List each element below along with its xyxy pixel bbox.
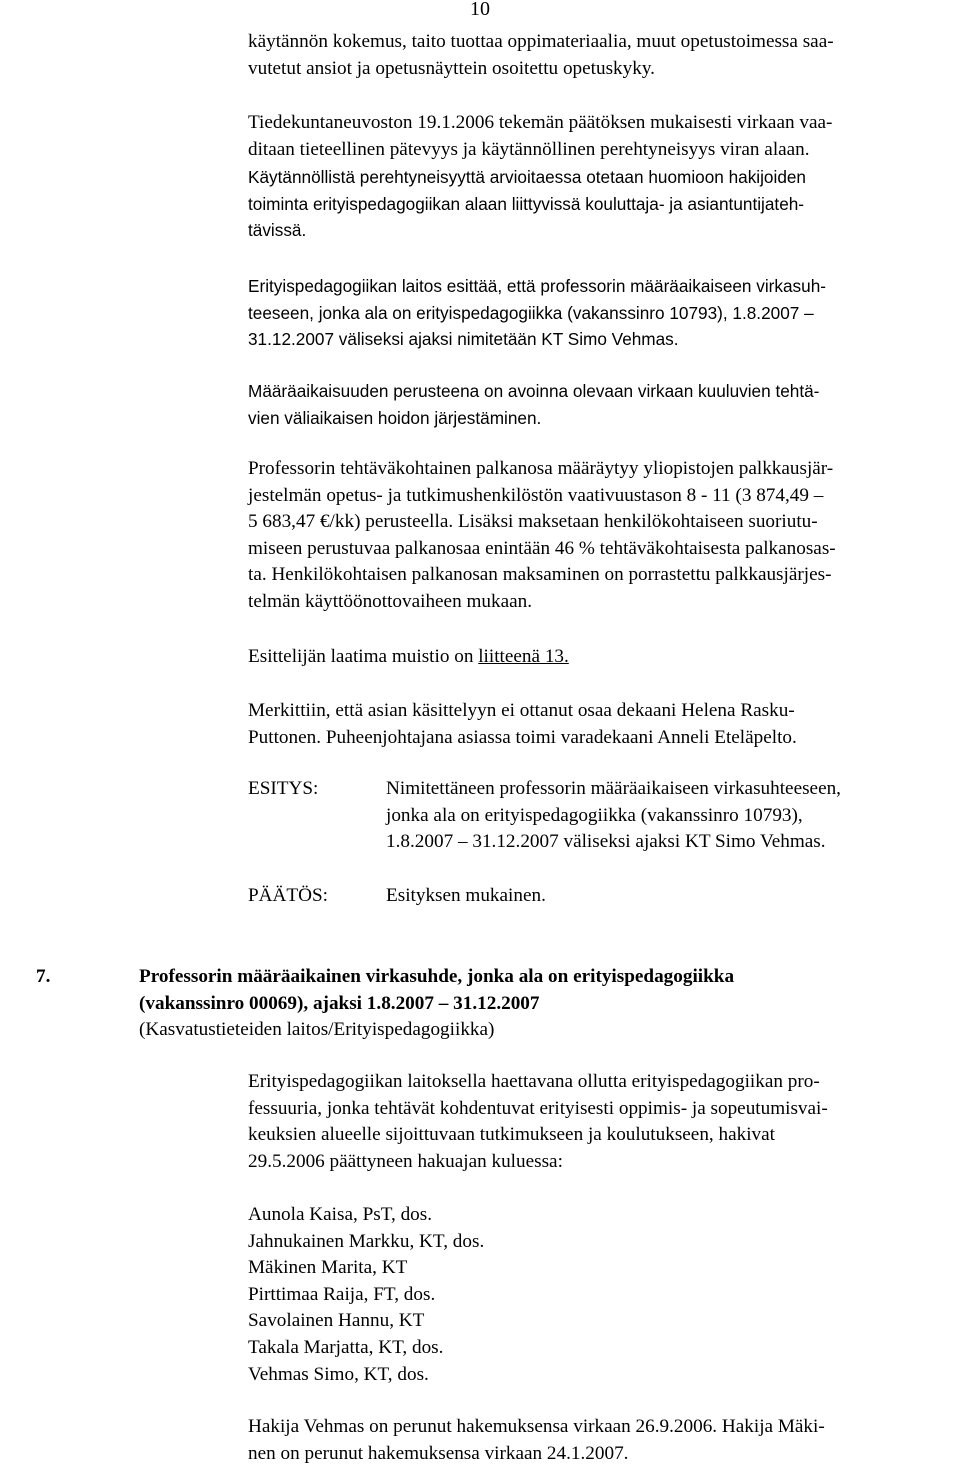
text-line: miseen perustuvaa palkanosaa enintään 46 % tehtäväkohtaisesta palkanosas- [248,537,836,559]
text-line: tävissä. [248,220,307,241]
text-line: Tiedekuntaneuvoston 19.1.2006 tekemän päätöksen mukaisesti virkaan vaa- [248,112,833,133]
applicant-list [248,1202,938,1388]
paragraph-temporary-basis [248,378,938,431]
list-item: Pirttimaa Raija, FT, dos. [248,1283,436,1305]
list-item: Mäkinen Marita, KT [248,1257,408,1279]
paatos-label: PÄÄTÖS: [248,885,328,906]
paragraph-memo [248,644,938,671]
text-line: telmän käyttöönottovaiheen mukaan. [248,590,532,612]
section-number: 7. [36,966,51,987]
text-line: fessuuria, jonka tehtävät kohdentuvat erityisesti oppimis- ja sopeutumisvai- [248,1097,828,1119]
text-line: nen on perunut hakemuksensa virkaan 24.1.2007. [248,1442,629,1464]
text-line: Määräaikaisuuden perusteena on avoinna olevaan virkaan kuuluvien tehtä- [248,381,820,401]
section-subtitle: (Kasvatustieteiden laitos/Erityispedagogiikka) [139,1019,495,1041]
list-item: Vehmas Simo, KT, dos. [248,1363,429,1385]
paragraph-qualifications [248,29,938,82]
text-line: keuksien alueelle sijoittuvaan tutkimukseen ja koulutukseen, hakivat [248,1124,775,1146]
text-line: Professorin tehtäväkohtainen palkanosa määräytyy yliopistojen palkkausjär- [248,458,834,479]
text-line: Erityispedagogiikan laitoksella haettavana ollutta erityispedagogiikan pro- [248,1071,820,1092]
paragraph-withdrawals [248,1414,938,1467]
text-line: Erityispedagogiikan laitos esittää, että professorin määräaikaiseen virkasuh- [248,276,826,296]
text-line: ditaan tieteellinen pätevyys ja käytännöllinen perehtyneisyys viran alaan. [248,138,810,160]
memo-text: Esittelijän laatima muistio on [248,646,479,667]
text-line: 31.12.2007 väliseksi ajaksi nimitetään KT Simo Vehmas. [248,329,679,350]
text-line: jestelmän opetus- ja tutkimushenkilöstön vaativuustason 8 - 11 (3 874,49 – [248,484,824,506]
text-line: vien väliaikaisen hoidon järjestäminen. [248,407,542,428]
text-line: Hakija Vehmas on perunut hakemuksensa virkaan 26.9.2006. Hakija Mäki- [248,1416,825,1437]
section-title-line: Professorin määräaikainen virkasuhde, jonka ala on erityispedagogiikka [139,966,735,987]
text-line: 29.5.2006 päättyneen hakuajan kuluessa: [248,1150,563,1172]
page-number: 10 [470,0,490,20]
text-line: jonka ala on erityispedagogiikka (vakanssinro 10793), [386,804,803,826]
text-line: Merkittiin, että asian käsittelyyn ei ottanut osaa dekaani Helena Rasku- [248,700,795,721]
list-item: Savolainen Hannu, KT [248,1310,425,1332]
esitys-text [386,776,841,856]
text-line: 1.8.2007 – 31.12.2007 väliseksi ajaksi KT Simo Vehmas. [386,831,826,853]
paragraph-salary [248,456,938,616]
text-line: Puttonen. Puheenjohtajana asiassa toimi varadekaani Anneli Eteläpelto. [248,726,797,748]
text-line: käytännön kokemus, taito tuottaa oppimateriaalia, muut opetustoimessa saa- [248,31,834,52]
attachment-link[interactable]: liitteenä 13. [478,646,569,667]
paragraph-faculty-decision [248,110,938,163]
section-title-line: (vakanssinro 00069), ajaksi 1.8.2007 – 31.12.2007 [139,992,540,1014]
text-line: vutetut ansiot ja opetusnäyttein osoitettu opetuskyky. [248,57,655,79]
text-line: toiminta erityispedagogiikan alaan liittyvissä kouluttaja- ja asiantuntijateh- [248,193,805,214]
text-line: 5 683,47 €/kk) perusteella. Lisäksi maksetaan henkilökohtaiseen suoriutu- [248,511,818,533]
paatos-text: Esityksen mukainen. [386,885,546,906]
paragraph-recusal [248,698,938,751]
list-item: Jahnukainen Markku, KT, dos. [248,1230,485,1252]
text-line: Nimitettäneen professorin määräaikaiseen virkasuhteeseen, [386,778,841,799]
esitys-label: ESITYS: [248,778,319,799]
paragraph-practical-familiarity [248,164,938,244]
paragraph-department-proposal [248,273,938,353]
text-line: Käytännöllistä perehtyneisyyttä arvioitaessa otetaan huomioon hakijoiden [248,167,806,187]
text-line: ta. Henkilökohtaisen palkanosan maksaminen on porrastettu palkkausjärjes- [248,564,832,586]
list-item: Takala Marjatta, KT, dos. [248,1336,444,1358]
list-item: Aunola Kaisa, PsT, dos. [248,1204,433,1225]
text-line: teeseen, jonka ala on erityispedagogiikka (vakanssinro 10793), 1.8.2007 – [248,302,814,323]
section-heading [139,964,734,1044]
paragraph-professorship-applicants [248,1069,938,1175]
